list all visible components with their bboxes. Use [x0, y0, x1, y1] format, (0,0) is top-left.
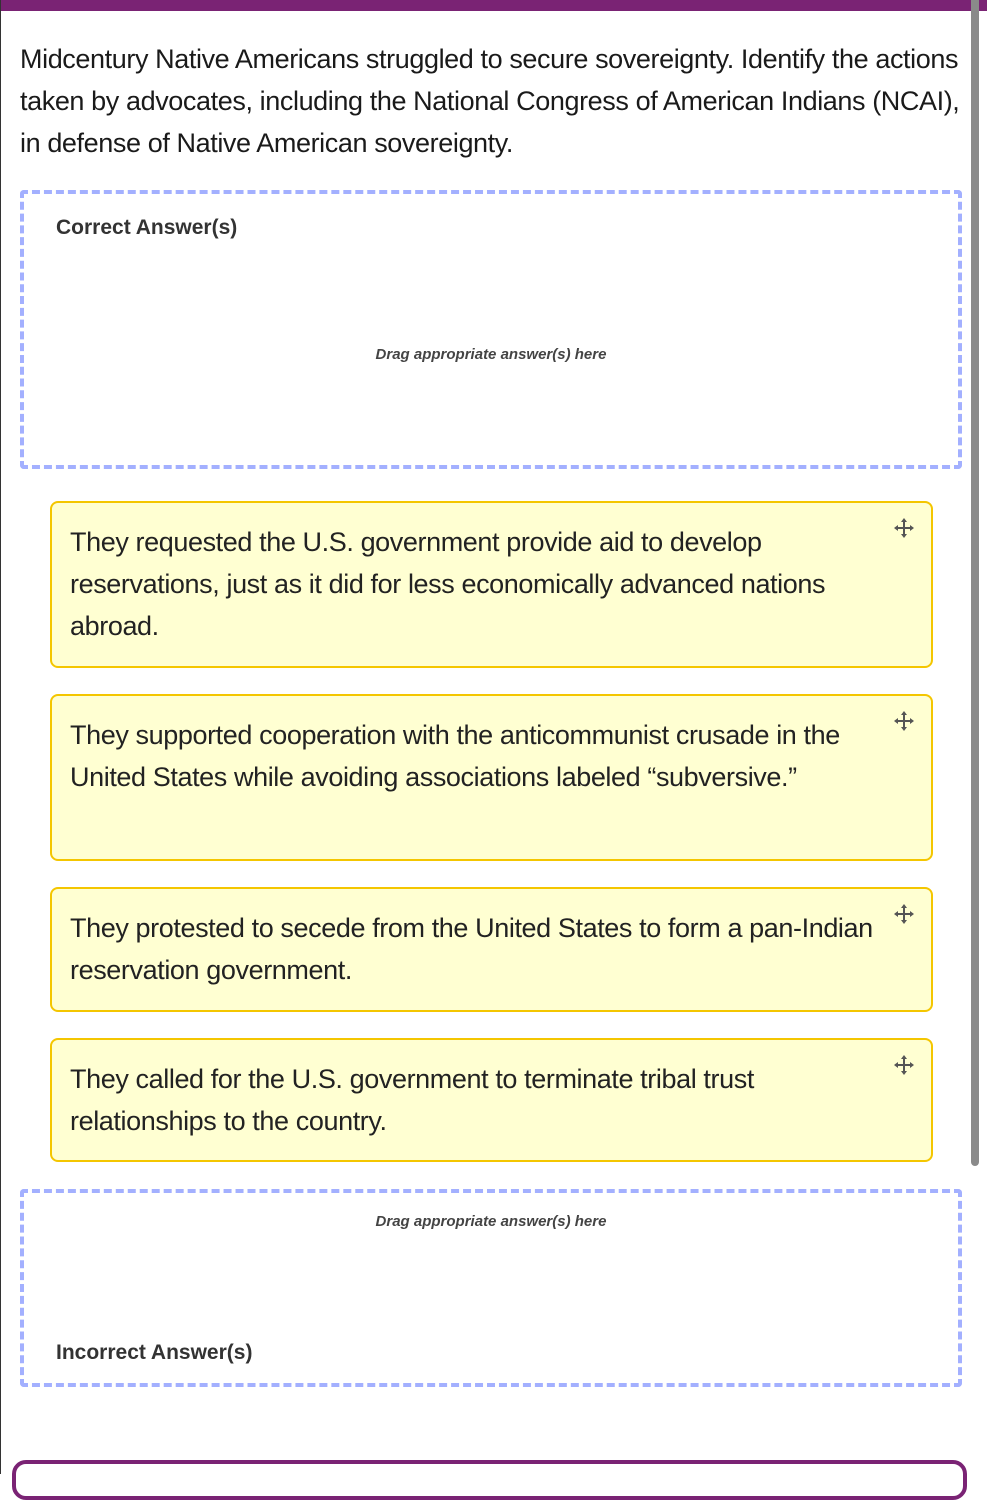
incorrect-answers-title: Incorrect Answer(s) — [56, 1341, 253, 1364]
move-icon — [893, 710, 915, 732]
correct-answers-dropzone[interactable] — [20, 190, 962, 469]
scrollbar[interactable] — [971, 0, 979, 1166]
answer-text: They protested to secede from the United States to form a pan-Indian reservation government. — [70, 913, 873, 985]
answer-card[interactable] — [50, 694, 933, 861]
dropzone-hint: Drag appropriate answer(s) here — [375, 346, 607, 363]
answer-text: They supported cooperation with the anticommunist crusade in the United States while avoiding associations labeled “subversive.” — [70, 720, 840, 792]
dropzone-hint: Drag appropriate answer(s) here — [375, 1213, 607, 1230]
answer-card[interactable] — [50, 501, 933, 668]
left-border — [0, 0, 1, 1474]
move-icon — [893, 903, 915, 925]
question-text: Midcentury Native Americans struggled to secure sovereignty. Identify the actions taken by advocates, including the National Congress of American Indians (NCAI), in defense of Native American sovereignty. — [20, 44, 960, 158]
answer-card[interactable] — [50, 1038, 933, 1162]
answer-card[interactable] — [50, 887, 933, 1012]
move-icon — [893, 517, 915, 539]
top-bar — [0, 0, 987, 11]
answer-text: They called for the U.S. government to terminate tribal trust relationships to the country. — [70, 1064, 754, 1136]
answer-text: They requested the U.S. government provide aid to develop reservations, just as it did for less economically advanced nations abroad. — [70, 527, 826, 641]
move-icon — [893, 1054, 915, 1076]
incorrect-answers-dropzone[interactable] — [20, 1189, 962, 1387]
correct-answers-title: Correct Answer(s) — [56, 216, 238, 239]
next-panel — [12, 1460, 967, 1500]
